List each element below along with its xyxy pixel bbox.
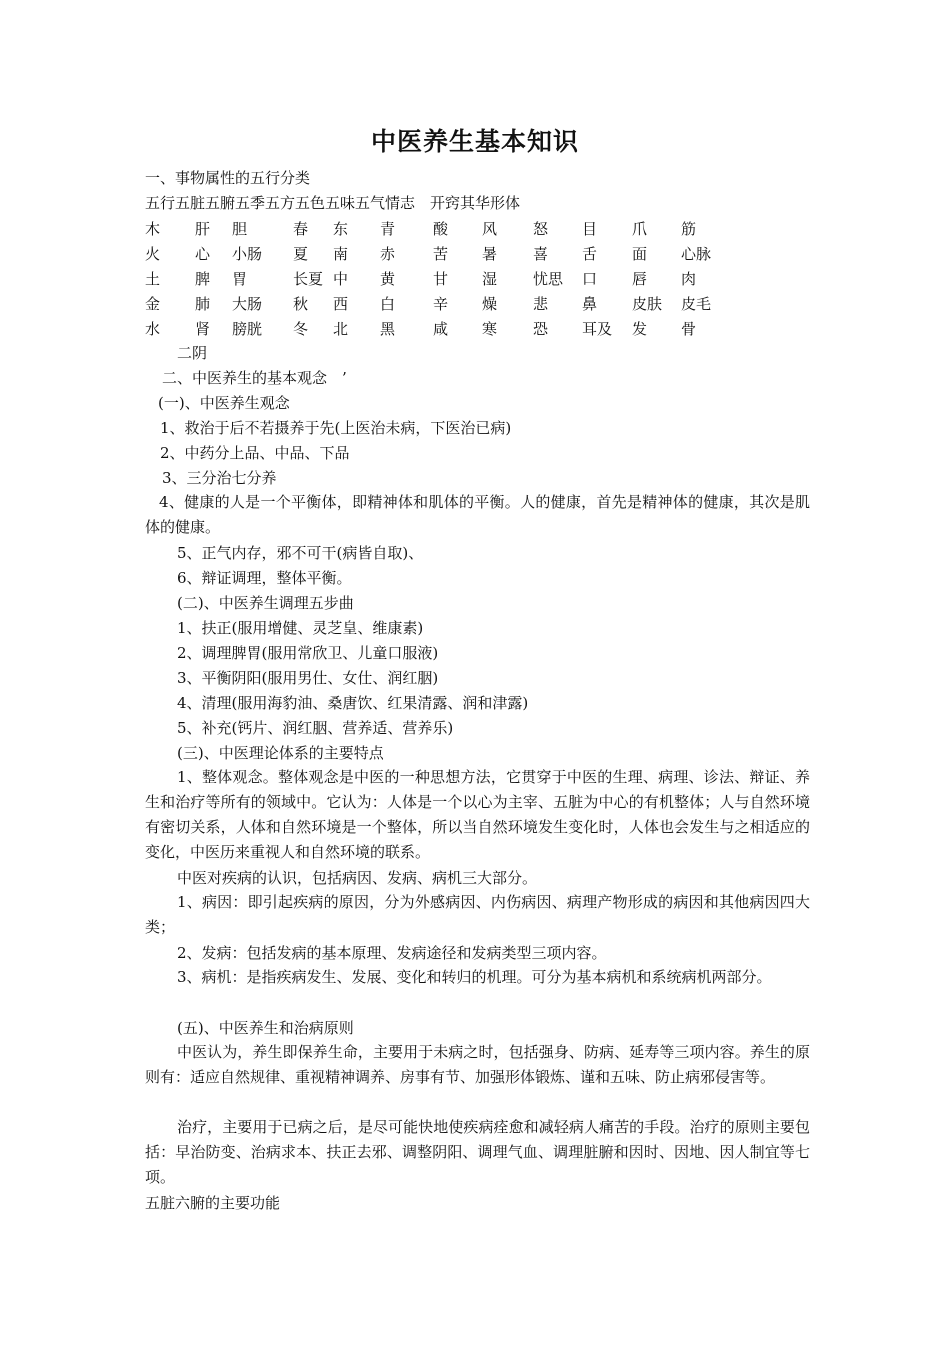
table-cell: 皮肤 <box>632 295 663 313</box>
sub1-item: 6、辩证调理，整体平衡。 <box>177 569 352 587</box>
sub3-paragraph: 2、发病：包括发病的基本原理、发病途径和发病类型三项内容。 <box>177 944 607 962</box>
table-cell: 咸 <box>433 320 449 338</box>
table-cell: 皮毛 <box>681 295 712 313</box>
table-cell: 唇 <box>632 270 648 288</box>
table-cell: 发 <box>632 320 648 338</box>
table-cell: 恐 <box>533 320 549 338</box>
table-cell: 鼻 <box>582 295 598 313</box>
table-cell: 冬 <box>293 320 309 338</box>
section2-heading: 二、中医养生的基本观念 ’ <box>162 369 347 387</box>
sub1-item: 1、救治于后不若摄养于先(上医治未病，下医治已病) <box>160 419 512 437</box>
table-cell: 舌 <box>582 245 598 263</box>
sub2-heading: (二)、中医养生调理五步曲 <box>177 594 354 612</box>
table-cell: 爪 <box>632 220 648 238</box>
table-cell: 土 <box>145 270 161 288</box>
table-cell: 寒 <box>482 320 498 338</box>
table-cell: 青 <box>380 220 396 238</box>
table-cell: 膀胱 <box>232 320 263 338</box>
table-cell: 喜 <box>533 245 549 263</box>
table-cell: 心 <box>195 245 211 263</box>
table-cell: 小肠 <box>232 245 263 263</box>
table-cell: 白 <box>380 295 396 313</box>
table-cell: 肉 <box>681 270 697 288</box>
sub2-item: 1、扶正(服用增健、灵芝皇、维康素) <box>177 619 424 637</box>
table-cell: 长夏 <box>293 270 324 288</box>
table-cell: 暑 <box>482 245 498 263</box>
table-cell: 中 <box>333 270 349 288</box>
page-title: 中医养生基本知识 <box>370 127 579 156</box>
sub3-paragraph: 1、整体观念。整体观念是中医的一种思想方法，它贯穿于中医的生理、病理、诊法、辩证、养生和治疗等所有的领域中。它认为：人体是一个以心为主宰、五脏为中心的有机整体；人与自然环境有密切关系，人体和自然环境是一个整体，所以当自然环境发生变化时，人体也会发生与之相适应的变化，中医历来重视人和自然环境的联系。 <box>145 768 810 861</box>
table-cell: 胃 <box>232 270 248 288</box>
sub2-item: 2、调理脾胃(服用常欣卫、儿童口服液) <box>177 644 439 662</box>
table-cell: 黄 <box>380 270 396 288</box>
table-cell: 骨 <box>681 320 697 338</box>
table-row <box>145 243 805 265</box>
table-cell: 肝 <box>195 220 211 238</box>
five-elements-table-header: 五行五脏五腑五季五方五色五味五气情志 开窍其华形体 <box>145 194 521 212</box>
table-cell: 肺 <box>195 295 211 313</box>
table-row <box>145 293 805 315</box>
table-cell: 胆 <box>232 220 248 238</box>
table-cell: 东 <box>333 220 349 238</box>
table-cell: 金 <box>145 295 161 313</box>
table-cell: 木 <box>145 220 161 238</box>
table-row <box>145 268 805 290</box>
table-cell: 水 <box>145 320 161 338</box>
sub3-heading: (三)、中医理论体系的主要特点 <box>177 744 384 762</box>
table-cell: 燥 <box>482 295 498 313</box>
table-cell: 苦 <box>433 245 449 263</box>
table-cell: 忧思 <box>533 270 564 288</box>
table-cell: 目 <box>582 220 598 238</box>
sub3-paragraph: 中医对疾病的认识，包括病因、发病、病机三大部分。 <box>177 869 538 887</box>
table-cell: 甘 <box>433 270 449 288</box>
table-cell: 大肠 <box>232 295 263 313</box>
sub2-item: 4、清理(服用海豹油、桑唐饮、红果清露、润和津露) <box>177 694 529 712</box>
section1-heading: 一、事物属性的五行分类 <box>145 169 311 187</box>
table-cell: 面 <box>632 245 648 263</box>
table-cell: 风 <box>482 220 498 238</box>
table-cell: 湿 <box>482 270 498 288</box>
table-cell: 酸 <box>433 220 449 238</box>
sub1-item: 4、健康的人是一个平衡体，即精神体和肌体的平衡。人的健康，首先是精神体的健康，其次是肌体的健康。 <box>145 493 810 536</box>
table-cell: 肾 <box>195 320 211 338</box>
table-cell: 筋 <box>681 220 697 238</box>
table-cell: 怒 <box>533 220 549 238</box>
sub1-item: 5、正气内存，邪不可干(病皆自取)、 <box>177 544 424 562</box>
sub3-paragraph: 3、病机：是指疾病发生、发展、变化和转归的机理。可分为基本病机和系统病机两部分。 <box>177 968 772 986</box>
sub2-item: 5、补充(钙片、润红胭、营养适、营养乐) <box>177 719 454 737</box>
sub5-heading: (五)、中医养生和治病原则 <box>177 1019 354 1037</box>
table-cell: 黑 <box>380 320 396 338</box>
table-cell: 南 <box>333 245 349 263</box>
sub1-item: 3、三分治七分养 <box>162 469 277 487</box>
table-cell: 春 <box>293 220 309 238</box>
table-cell: 耳及 <box>582 320 613 338</box>
table-row <box>145 218 805 240</box>
table-row <box>145 318 805 340</box>
table-cell: 西 <box>333 295 349 313</box>
table-cell: 脾 <box>195 270 211 288</box>
sub3-paragraph: 1、病因：即引起疾病的原因，分为外感病因、内伤病因、病理产物形成的病因和其他病因四大类； <box>145 893 810 936</box>
footer-heading: 五脏六腑的主要功能 <box>145 1194 281 1212</box>
table-cell: 口 <box>582 270 598 288</box>
sub5-paragraph: 治疗，主要用于已病之后，是尽可能快地使疾病痊愈和减轻病人痛苦的手段。治疗的原则主要包括：早治防变、治病求本、扶正去邪、调整阴阳、调理气血、调理脏腑和因时、因地、因人制宜等七项。 <box>145 1118 810 1186</box>
table-cell: 辛 <box>433 295 449 313</box>
table-cell: 赤 <box>380 245 396 263</box>
after-table-text: 二阴 <box>177 344 208 362</box>
sub5-paragraph: 中医认为，养生即保养生命，主要用于未病之时，包括强身、防病、延寿等三项内容。养生的原则有：适应自然规律、重视精神调养、房事有节、加强形体锻炼、谨和五味、防止病邪侵害等。 <box>145 1043 810 1086</box>
table-cell: 火 <box>145 245 161 263</box>
sub2-item: 3、平衡阴阳(服用男仕、女仕、润红胭) <box>177 669 439 687</box>
table-cell: 悲 <box>533 295 549 313</box>
table-cell: 夏 <box>293 245 309 263</box>
sub1-heading: (一)、中医养生观念 <box>158 394 290 412</box>
sub1-item: 2、中药分上品、中品、下品 <box>160 444 350 462</box>
table-cell: 心脉 <box>681 245 712 263</box>
table-cell: 北 <box>333 320 349 338</box>
table-cell: 秋 <box>293 295 309 313</box>
